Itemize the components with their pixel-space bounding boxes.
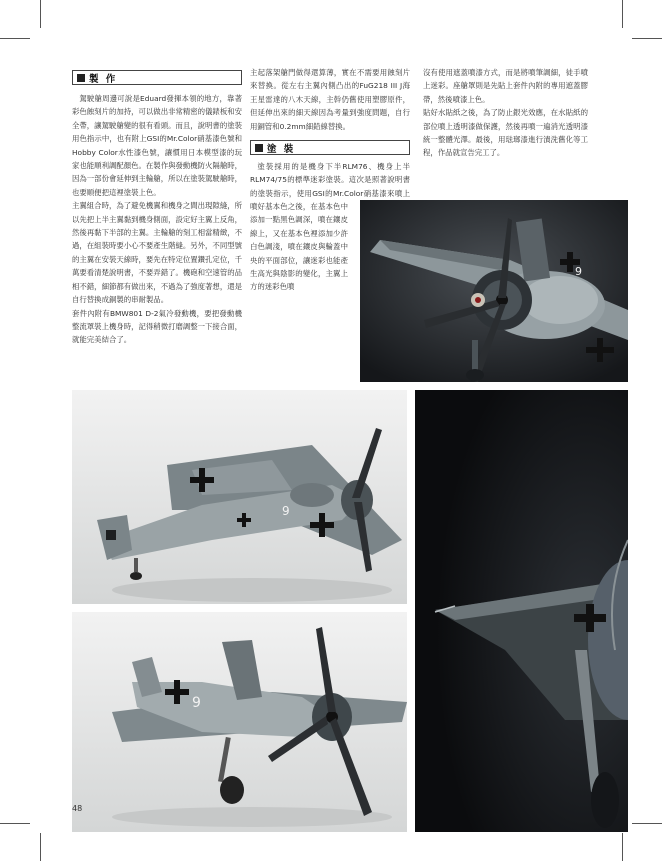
build-text-continued <box>250 66 410 140</box>
build-paragraph: 套件內附有BMW801 D-2氣冷發動機，要把發動機整流罩裝上機身時，記得稍微打磨調整一下接合面，就能完美結合了。 <box>72 308 242 345</box>
page-number: 48 <box>72 804 83 813</box>
crop-mark <box>0 38 30 39</box>
crop-mark <box>622 833 623 861</box>
fw190-model-dark-closeup-icon <box>415 390 628 832</box>
heading-square-icon <box>77 74 85 82</box>
section-heading-build <box>72 70 242 85</box>
crop-mark <box>0 823 30 824</box>
build-paragraph: 駕駛艙周邊可說是Eduard發揮本領的地方，靠著彩色蝕刻片的加持，可以做出非常精密的儀錶板和安全帶，讓駕駛艙變的很有看頭。而且，說明書的塗裝用色指示中，也有附上GSI的Mr.Color硝基漆色號和Hobby Color水性漆色號，讓慣用日本模型漆的玩家也能順利調配顏色。在製作與發動機防火隔艙時，因為一部份會延伸到主輪艙，所以在塗裝駕駛艙時，也要順便把這裡塗裝上色。 <box>72 94 242 197</box>
fw190-model-top-view-icon <box>72 390 407 604</box>
aircraft-code-label: 9 <box>282 504 290 518</box>
build-paragraph: 主起落架艙門做得還算薄，實在不需要用蝕刻片來替換。從左右主翼內側凸出的FuG218 III J海王星雷達的八木天線，主幹仍舊使用塑膠原件，但延伸出來的細天線因為考量到強度問題，自行用銅管和0.2mm細鉛線替換。 <box>250 68 410 131</box>
photo-model-front <box>360 200 628 382</box>
paint-text-top <box>250 160 410 200</box>
paint-paragraph: 沒有使用遮蓋噴漆方式，而是將噴筆調細，徒手噴上迷彩。座艙罩則是先貼上套件內附的專用遮蓋膠帶，然後噴漆上色。 <box>423 68 588 104</box>
crop-mark <box>622 0 623 28</box>
section-heading-paint-label: 塗 裝 <box>267 143 296 155</box>
crop-mark <box>632 823 662 824</box>
photo-model-top <box>72 390 407 604</box>
section-heading-paint <box>250 140 410 155</box>
crop-mark <box>40 0 41 28</box>
crop-mark <box>40 833 41 861</box>
paint-paragraph-b: 噴好基本色之後，在基本色中添加一點黑色調深，噴在鑲皮線上，又在基本色裡添加少許白色調淺，噴在鑲皮與輪蓋中央的平面部位，讓迷彩也能產生高光與陰影的變化，主翼上方的迷彩色噴 <box>250 202 348 292</box>
paint-paragraph-a: 塗裝採用的是機身下半RLM76、機身上半RLM74/75的標準迷彩塗裝。這次是照著說明書的塗裝指示，使用GSI的Mr.Color硝基漆來噴上 <box>250 162 410 198</box>
photo-model-closeup <box>415 390 628 832</box>
paint-text-narrow <box>250 200 348 382</box>
paint-paragraph: 貼好水貼紙之後，為了防止銀光效應，在水貼紙的部位噴上透明漆做保護，然後再噴一遍消光透明漆統一整體光澤。最後，用琺瑯漆進行漬洗舊化等工程，作品就宣告完工了。 <box>423 108 588 158</box>
photo-model-side <box>72 612 407 832</box>
crop-mark <box>632 38 662 39</box>
aircraft-code-label: 9 <box>192 695 201 711</box>
paint-text-right <box>423 66 588 166</box>
build-text-column <box>72 92 242 380</box>
heading-square-icon <box>255 144 263 152</box>
aircraft-code-label: 9 <box>575 265 582 278</box>
section-heading-build-label: 製 作 <box>89 73 118 85</box>
fw190-model-side-view-icon <box>72 612 407 832</box>
build-paragraph: 主翼組合時，為了避免機翼和機身之間出現隙縫，所以先把上半主翼黏到機身側面，設定好主翼上反角，然後再黏下半部的主翼。主輪艙的刻工相當精緻，不過，在組裝時要小心不要產生階縫。另外，不同型號的主翼在安裝天線時，要先在特定位置鑽孔定位，千萬要看清楚說明書，不要弄錯了。機砲和空速管的品相不錯，細節都有做出來，不過為了強度著想，還是自行替換成銅製的串耐製品。 <box>72 201 242 305</box>
fw190-model-front-view-icon <box>360 200 628 382</box>
